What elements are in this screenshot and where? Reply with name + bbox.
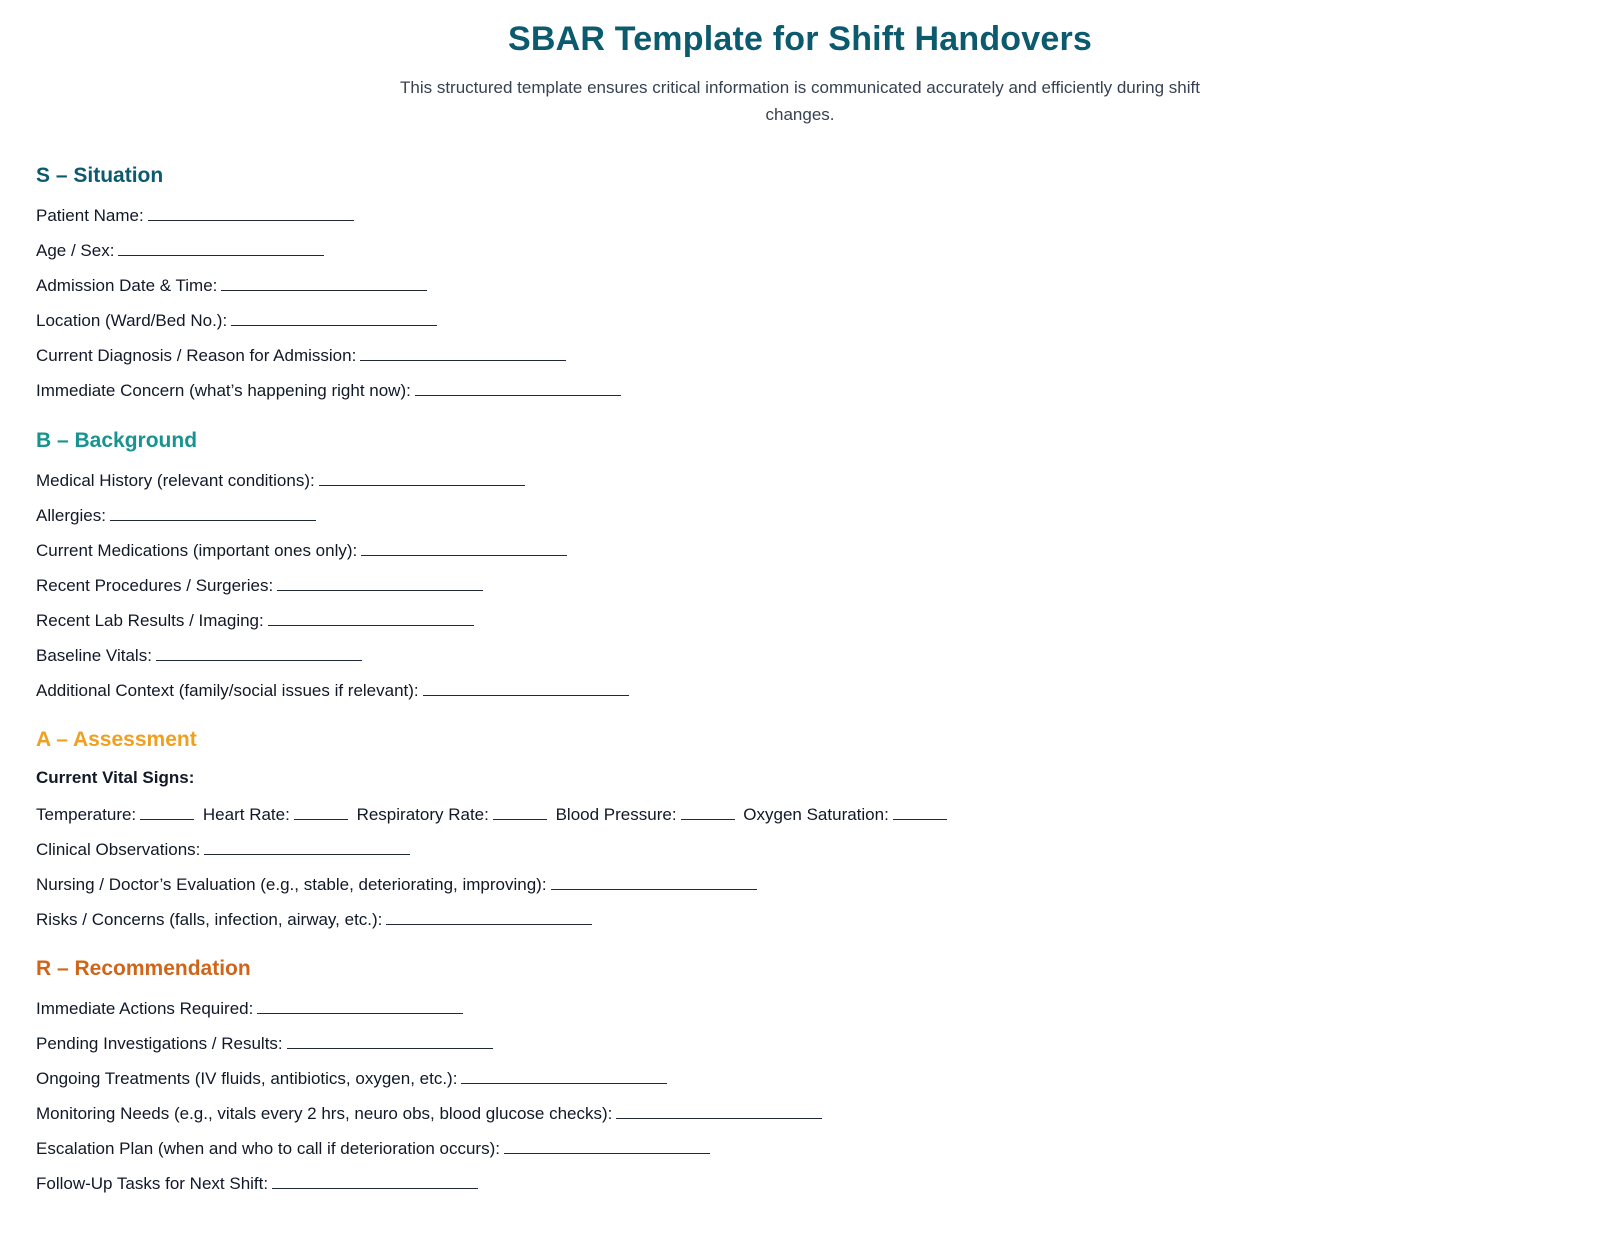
- blank-input-line[interactable]: [360, 342, 566, 361]
- vital-oxygen-saturation: [743, 805, 951, 824]
- section-heading-assessment: A – Assessment: [36, 728, 197, 751]
- field-label: Additional Context (family/social issues if relevant):: [36, 681, 419, 700]
- field-risks-concerns: [36, 906, 951, 930]
- field-label: Immediate Concern (what’s happening right now):: [36, 381, 411, 400]
- blank-input-line[interactable]: [221, 272, 427, 291]
- field-admission-date-time: [36, 272, 621, 296]
- field-label: Immediate Actions Required:: [36, 999, 254, 1018]
- section-heading-background: B – Background: [36, 429, 198, 452]
- blank-input-line[interactable]: [423, 677, 629, 696]
- field-pending-investigations: [36, 1030, 822, 1054]
- field-monitoring-needs: [36, 1100, 822, 1124]
- field-label: Temperature:: [36, 805, 137, 824]
- field-ongoing-treatments: [36, 1065, 822, 1089]
- field-label: Risks / Concerns (falls, infection, airway, etc.):: [36, 910, 383, 929]
- blank-input-line[interactable]: [551, 871, 757, 890]
- field-patient-name: [36, 202, 621, 226]
- section-background: [36, 426, 629, 701]
- blank-input-line[interactable]: [386, 906, 592, 925]
- blank-input-line[interactable]: [268, 607, 474, 626]
- field-label: Recent Lab Results / Imaging:: [36, 611, 264, 630]
- field-medical-history: [36, 467, 629, 491]
- field-label: Respiratory Rate:: [356, 805, 489, 824]
- vital-heart-rate: [203, 805, 352, 824]
- field-current-diagnosis: [36, 342, 621, 366]
- field-immediate-actions: [36, 995, 822, 1019]
- blank-input-line[interactable]: [287, 1030, 493, 1049]
- field-immediate-concern: [36, 377, 621, 401]
- blank-input-line[interactable]: [118, 237, 324, 256]
- blank-input-line[interactable]: [110, 502, 316, 521]
- section-situation: [36, 161, 621, 401]
- field-label: Heart Rate:: [202, 805, 290, 824]
- vital-respiratory-rate: [357, 805, 551, 824]
- vitals-row: [36, 801, 951, 825]
- field-label: Nursing / Doctor’s Evaluation (e.g., stable, deteriorating, improving):: [36, 875, 547, 894]
- blank-input-line[interactable]: [461, 1065, 667, 1084]
- blank-input-line[interactable]: [257, 995, 463, 1014]
- field-recent-lab-results: [36, 607, 629, 631]
- field-label: Clinical Observations:: [36, 840, 201, 859]
- field-follow-up-tasks: [36, 1170, 822, 1194]
- field-label: Age / Sex:: [36, 241, 115, 260]
- blank-input-line[interactable]: [616, 1100, 822, 1119]
- blank-input-line[interactable]: [294, 801, 348, 820]
- blank-input-line[interactable]: [277, 572, 483, 591]
- vitals-label: Current Vital Signs:: [36, 768, 195, 787]
- field-label: Blood Pressure:: [555, 805, 677, 824]
- field-label: Oxygen Saturation:: [743, 805, 889, 824]
- blank-input-line[interactable]: [140, 801, 194, 820]
- field-recent-procedures: [36, 572, 629, 596]
- section-heading-recommendation: R – Recommendation: [36, 957, 251, 980]
- blank-input-line[interactable]: [361, 537, 567, 556]
- vital-temperature: [36, 805, 198, 824]
- field-label: Recent Procedures / Surgeries:: [36, 576, 274, 595]
- field-label: Pending Investigations / Results:: [36, 1034, 283, 1053]
- field-label: Current Medications (important ones only):: [36, 541, 358, 560]
- field-label: Admission Date & Time:: [36, 276, 218, 295]
- field-label: Allergies:: [36, 506, 106, 525]
- blank-input-line[interactable]: [204, 836, 410, 855]
- blank-input-line[interactable]: [231, 307, 437, 326]
- field-escalation-plan: [36, 1135, 822, 1159]
- blank-input-line[interactable]: [415, 377, 621, 396]
- field-age-sex: [36, 237, 621, 261]
- field-label: Ongoing Treatments (IV fluids, antibiotics, oxygen, etc.):: [36, 1069, 458, 1088]
- blank-input-line[interactable]: [156, 642, 362, 661]
- blank-input-line[interactable]: [148, 202, 354, 221]
- section-heading-situation: S – Situation: [36, 164, 164, 187]
- field-label: Location (Ward/Bed No.):: [36, 311, 228, 330]
- field-evaluation: [36, 871, 951, 895]
- vital-blood-pressure: [556, 805, 739, 824]
- blank-input-line[interactable]: [319, 467, 525, 486]
- field-allergies: [36, 502, 629, 526]
- blank-input-line[interactable]: [504, 1135, 710, 1154]
- page-title: SBAR Template for Shift Handovers: [507, 20, 1093, 58]
- field-label: Patient Name:: [36, 206, 144, 225]
- field-label: Monitoring Needs (e.g., vitals every 2 hrs, neuro obs, blood glucose checks):: [36, 1104, 613, 1123]
- page-subtitle: This structured template ensures critical information is communicated accurately and efficiently during shift changes.: [400, 78, 1200, 124]
- field-additional-context: [36, 677, 629, 701]
- field-label: Escalation Plan (when and who to call if deterioration occurs):: [36, 1139, 500, 1158]
- field-clinical-observations: [36, 836, 951, 860]
- section-recommendation: [36, 954, 822, 1194]
- field-label: Baseline Vitals:: [36, 646, 152, 665]
- blank-input-line[interactable]: [681, 801, 735, 820]
- field-current-medications: [36, 537, 629, 561]
- field-label: Medical History (relevant conditions):: [36, 471, 315, 490]
- field-label: Follow-Up Tasks for Next Shift:: [36, 1174, 269, 1193]
- field-location: [36, 307, 621, 331]
- blank-input-line[interactable]: [493, 801, 547, 820]
- blank-input-line[interactable]: [893, 801, 947, 820]
- blank-input-line[interactable]: [272, 1170, 478, 1189]
- section-assessment: [36, 725, 951, 930]
- field-label: Current Diagnosis / Reason for Admission:: [36, 346, 357, 365]
- field-baseline-vitals: [36, 642, 629, 666]
